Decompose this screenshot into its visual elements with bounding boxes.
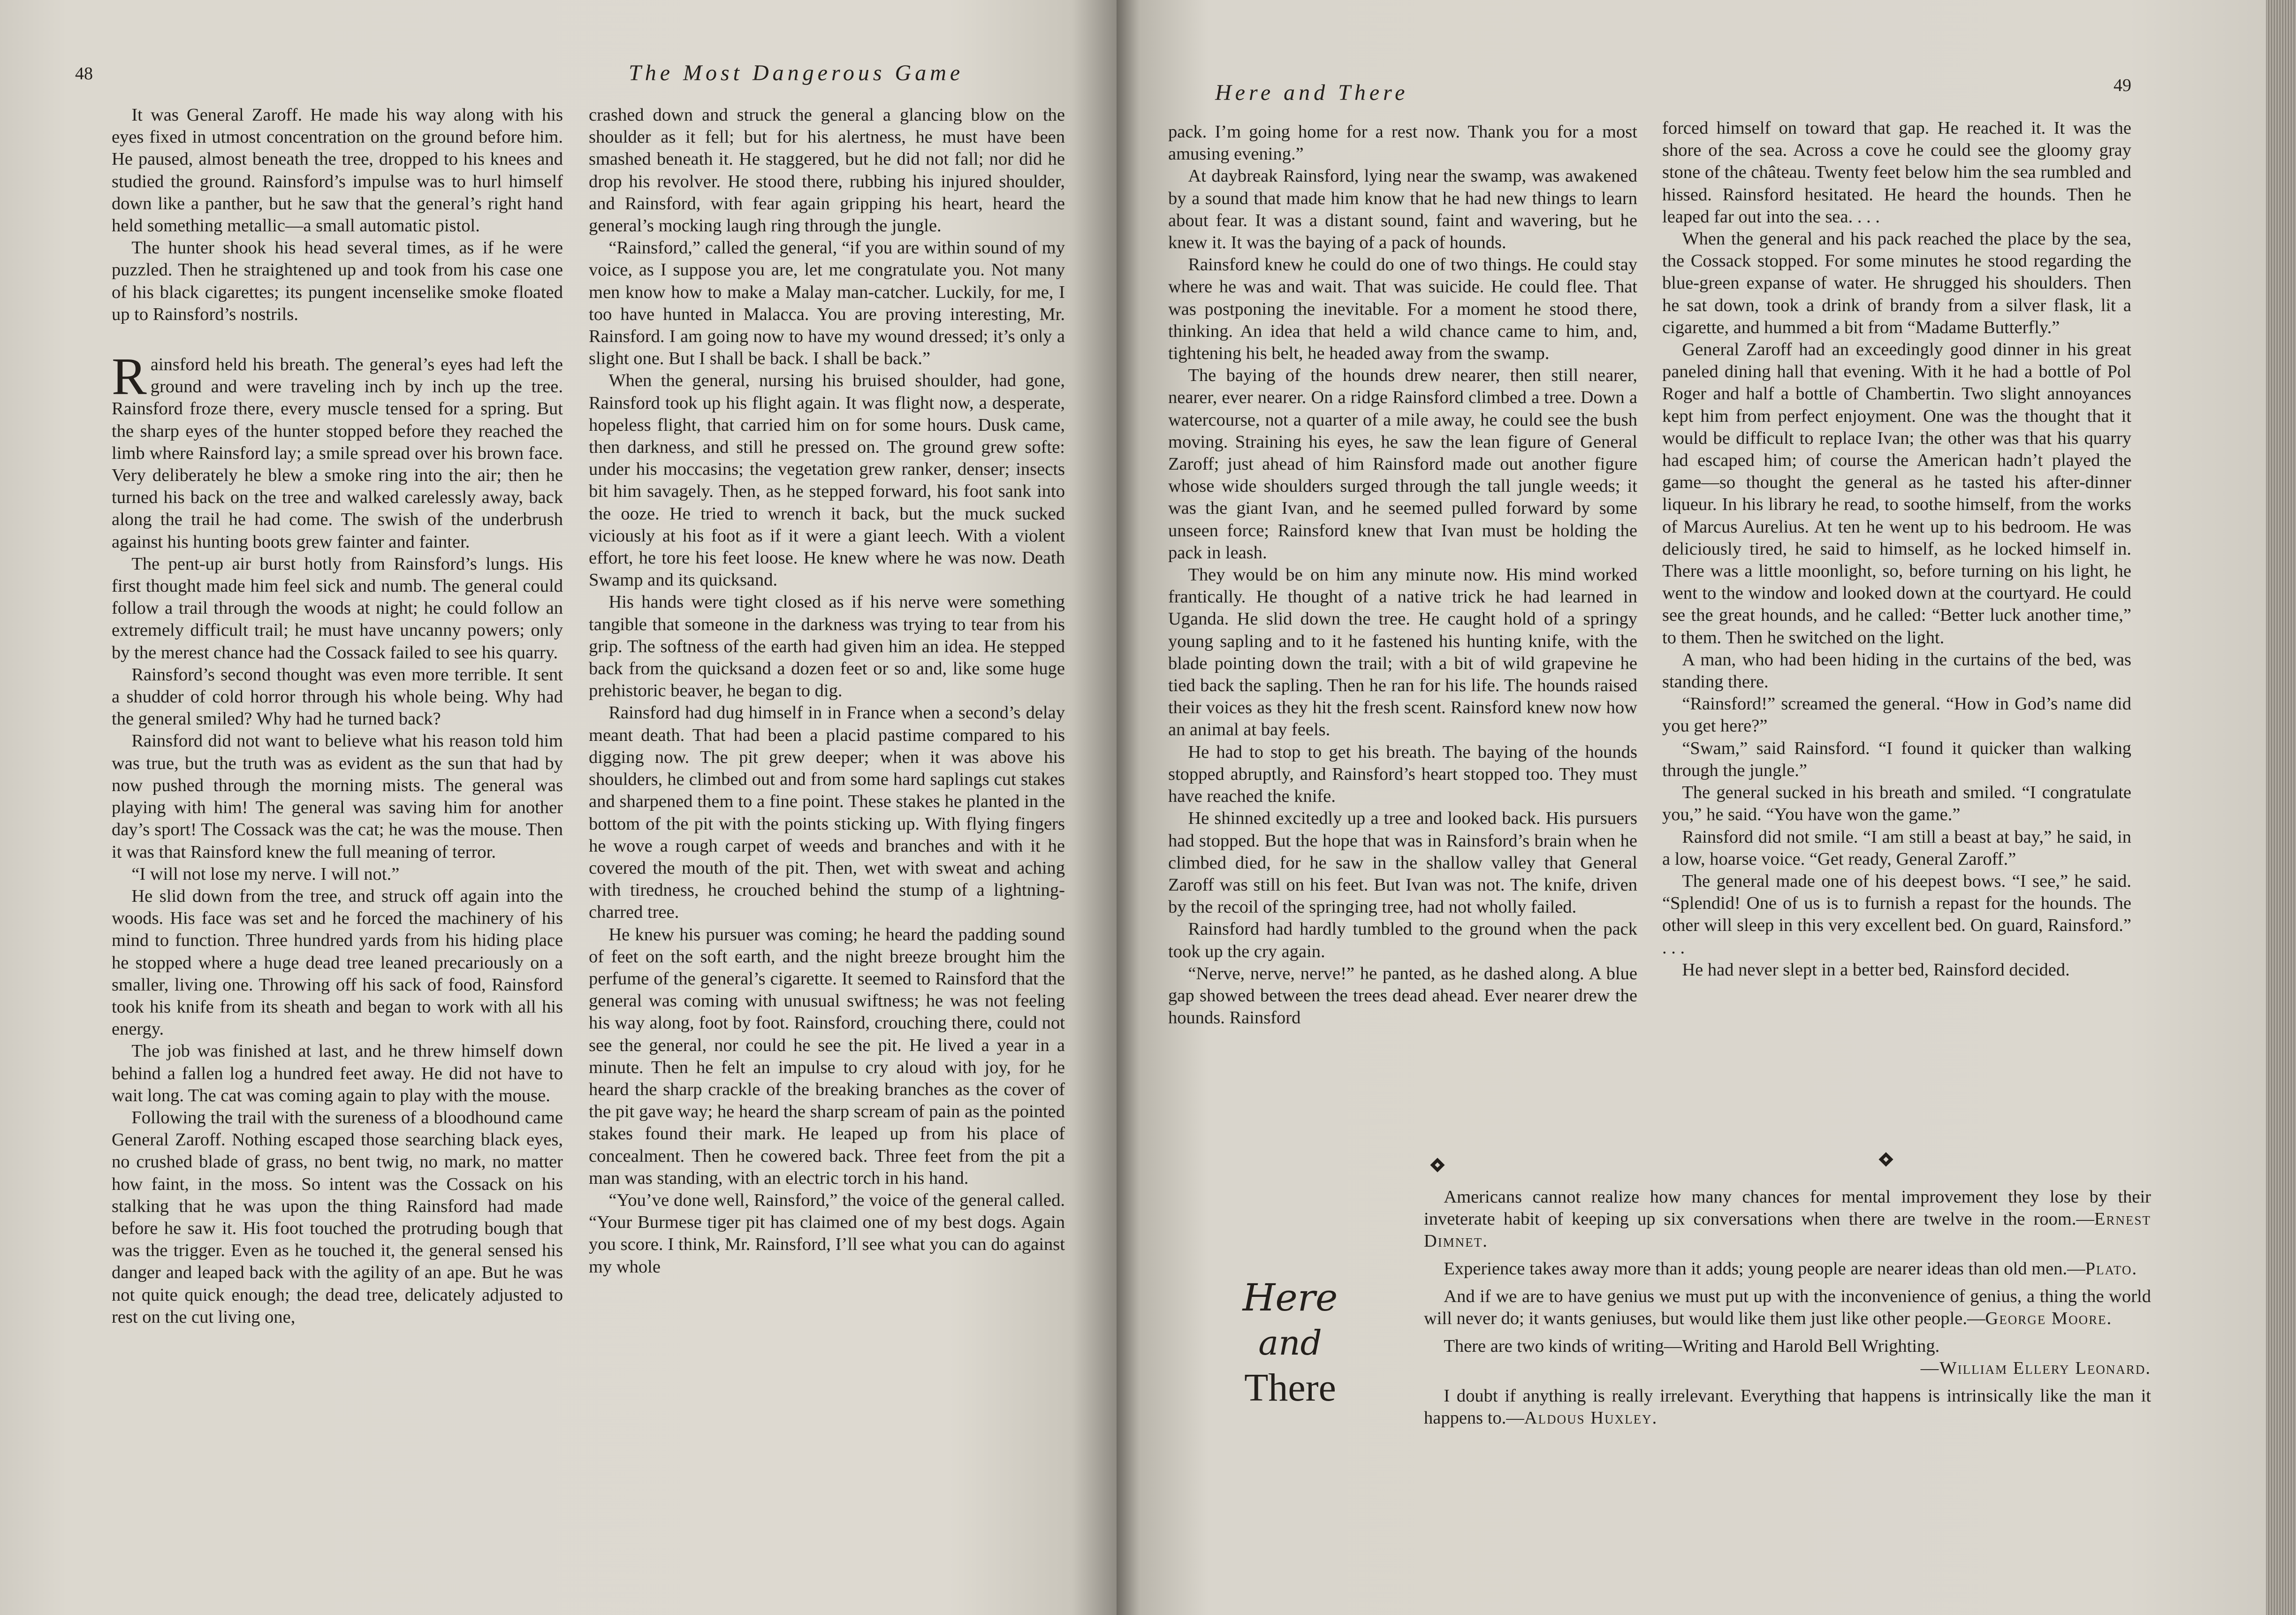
paragraph: Rainsford did not smile. “I am still a beast at bay,” he said, in a low, hoarse voice. “Get ready, General Zaroff.” — [1662, 827, 2131, 869]
page-number-left: 48 — [75, 64, 93, 84]
paragraph: “Nerve, nerve, nerve!” he panted, as he dashed along. A blue gap showed between the trees dead ahead. Ever nearer drew the hounds. Rainsford — [1168, 963, 1637, 1028]
quote-text: There are two kinds of writing—Writing and Harold Bell Wrighting. — [1444, 1336, 1940, 1356]
paragraph: He shinned excitedly up a tree and looked back. His pursuers had stopped. But the hope that was in Rainsford’s brain when he climbed died, for he saw in the shallow valley that General Zaroff was still on his feet. But Ivan was not. The knife, driven by the recoil of the springing tree, had not wholly failed. — [1168, 808, 1637, 917]
dropcap-paragraph — [112, 348, 563, 553]
quote-author: —William Ellery Leonard. — [1920, 1358, 2151, 1378]
right-column-2 — [1662, 117, 2131, 981]
paragraph: “Rainsford,” called the general, “if you are within sound of my voice, as I suppose you are, let me congratulate you. Not many men know how to make a Malay man-catcher. Luckily, for me, I too have hunted in Malacca. You are proving interesting, Mr. Rainsford. I am going now to have my wound dressed; it’s only a slight one. But I shall be back. I shall be back.” — [589, 238, 1065, 369]
paragraph: It was General Zaroff. He made his way along with his eyes fixed in utmost concentration on the ground before him. He paused, almost beneath the tree, dropped to his knees and studied the ground. Rainsford’s impulse was to hurl himself down like a panther, but he saw that the general’s right hand held something metallic—a small automatic pistol. — [112, 105, 563, 236]
paragraph: He had to stop to get his breath. The baying of the hounds stopped abruptly, and Rainsford’s heart stopped too. They must have reached the knife. — [1168, 742, 1637, 807]
paragraph: The general sucked in his breath and smiled. “I congratulate you,” he said. “You have won the game.” — [1662, 783, 2131, 825]
paragraph: He knew his pursuer was coming; he heard the padding sound of feet on the soft earth, and the night breeze brought him the perfume of the general’s cigarette. It seemed to Rainsford that the general was coming with unusual swiftness; he was not feeling his way along, foot by foot. Rainsford, crouching there, could not see the general, nor could he see the pit. He lived a year in a minute. Then he felt an impulse to cry aloud with joy, for he heard the sharp crackle of the breaking branches as the cover of the pit gave way; he heard the sharp scream of pain as the pointed stakes found their mark. He leaped up from his place of concealment. Then he cowered back. Three feet from the pit a man was standing, with an electric torch in his hand. — [589, 924, 1065, 1188]
left-page — [0, 0, 1117, 1615]
paragraph: “Rainsford!” screamed the general. “How in God’s name did you get here?” — [1662, 694, 2131, 736]
quote — [1424, 1286, 2151, 1330]
quote-author: Aldous Huxley. — [1524, 1408, 1658, 1428]
paragraph: The baying of the hounds drew nearer, then still nearer, nearer, ever nearer. On a ridge Rainsford climbed a tree. Down a watercourse, not a quarter of a mile away, he could see the bush moving. Straining his eyes, he saw the lean figure of General Zaroff; just ahead of him Rainsford made out another figure whose wide shoulders surged through the tall jungle weeds; it was the giant Ivan, and he seemed pulled forward by some unseen force; Rainsford knew that Ivan must be holding the pack in leash. — [1168, 366, 1637, 563]
paragraph: When the general, nursing his bruised shoulder, had gone, Rainsford took up his flight again. It was flight now, a desperate, hopeless flight, that carried him on for some hours. Dusk came, then darkness, and still he pressed on. The ground grew softe: under his moccasins; the vegetation grew ranker, denser; insects bit him savagely. Then, as he stepped forward, his foot sank into the ooze. He tried to wrench it back, but the muck sucked viciously at his foot as if it were a giant leech. With a violent effort, he tore his feet loose. He knew where he was now. Death Swamp and its quicksand. — [589, 371, 1065, 590]
left-column-1 — [112, 104, 563, 1328]
paragraph: They would be on him any minute now. His mind worked frantically. He thought of a native trick he had learned in Uganda. He slid down the tree. He caught hold of a springy young sapling and to it he fastened his hunting knife, with the blade pointing down the trail; with a bit of wild grapevine he tied back the sapling. Then he ran for his life. The hounds raised their voices as they hit the fresh scent. Rainsford knew now how an animal at bay feels. — [1168, 565, 1637, 740]
paragraph: “I will not lose my nerve. I will not.” — [131, 864, 400, 884]
paragraph: Rainsford had dug himself in in France when a second’s delay meant death. That had been a placid pastime compared to his digging now. The pit grew deeper; when it was above his shoulders, he climbed out and from some hard saplings cut stakes and sharpened them to a fine point. These stakes he planted in the bottom of the pit with the points sticking up. With flying fingers he wove a rough carpet of weeds and branches and with it he covered the mouth of the pit. Then, wet with sweat and aching with tiredness, he crouched behind the stump of a lightning-charred tree. — [589, 703, 1065, 922]
paragraph-text: ainsford held his breath. The general’s eyes had left the ground and were traveling inch by inch up the tree. Rainsford froze there, every muscle tensed for a spring. But the sharp eyes of the hunter stopped before they reached the limb where Rainsford lay; a smile spread over his brown face. Very deliberately he blew a smoke ring into the air; then he turned his back on the tree and walked carelessly away, back along the trail he had come. The swish of the underbrush against his hunting boots grew fainter and fainter. — [112, 355, 563, 552]
quote-text: Americans cannot realize how many chances for mental improvement they lose by their inveterate habit of keeping up six conversations when there are twelve in the room.— — [1424, 1187, 2151, 1229]
feature-title — [1220, 1275, 1361, 1410]
quote — [1424, 1385, 2151, 1429]
running-head-right: Here and There — [1215, 80, 1409, 105]
quote-author: George Moore. — [1985, 1309, 2113, 1328]
paragraph: The hunter shook his head several times, as if he were puzzled. Then he straightened up and took from his case one of his black cigarettes; its pungent incenselike smoke floated up to Rainsford’s nostrils. — [112, 238, 563, 324]
quote-text: And if we are to have genius we must put up with the inconvenience of genius, a thing the world will never do; it wants geniuses, but would like them just like other people.— — [1424, 1287, 2151, 1328]
paragraph: forced himself on toward that gap. He reached it. It was the shore of the sea. Across a cove he could see the gloomy gray stone of the château. Twenty feet below him the sea rumbled and hissed. Rainsford hesitated. He heard the hounds. Then he leaped far out into the sea. . . . — [1662, 118, 2131, 227]
quote-text: Experience takes away more than it adds; young people are nearer ideas than old men.— — [1444, 1259, 2085, 1279]
paragraph: A man, who had been hiding in the curtains of the bed, was standing there. — [1662, 649, 2131, 692]
quote-author: Plato. — [2085, 1259, 2138, 1279]
feature-title-word: There — [1244, 1366, 1336, 1409]
paragraph: pack. I’m going home for a rest now. Thank you for a most amusing evening.” — [1168, 122, 1637, 164]
paragraph: At daybreak Rainsford, lying near the swamp, was awakened by a sound that made him know that he had new things to learn about fear. It was a distant sound, faint and wavering, but he knew it. It was the baying of a pack of hounds. — [1168, 166, 1637, 253]
paragraph: The job was finished at last, and he threw himself down behind a fallen log a hundred feet away. He did not have to wait long. The cat was coming again to play with the mouse. — [112, 1041, 563, 1105]
paragraph: Rainsford’s second thought was even more terrible. It sent a shudder of cold horror through his whole being. Why had the general smiled? Why had he turned back? — [112, 664, 563, 729]
paragraph: crashed down and struck the general a glancing blow on the shoulder as it fell; but for his alertness, he must have been smashed beneath it. He staggered, but he did not fall; nor did he drop his revolver. He stood there, rubbing his injured shoulder, and Rainsford, with fear again gripping his heart, heard the general’s mocking laugh ring through the jungle. — [589, 105, 1065, 236]
paragraph: The general made one of his deepest bows. “I see,” he said. “Splendid! One of us is to furnish a repast for the hounds. The other will sleep in this very excellent bed. On guard, Rainsford.” . . . — [1662, 871, 2131, 958]
quote — [1424, 1186, 2151, 1252]
feature-title-word: Here — [1242, 1276, 1338, 1319]
paragraph: General Zaroff had an exceedingly good dinner in his great paneled dining hall that evening. With it he had a bottle of Pol Roger and half a bottle of Chambertin. Two slight annoyances kept him from perfect enjoyment. One was the thought that it would be difficult to replace Ivan; the other was that his quarry had escaped him; of course the American hadn’t played the game—so thought the general as he tasted his after-dinner liqueur. In his library he read, to soothe himself, from the works of Marcus Aurelius. At ten he went up to his bedroom. He was deliciously tired, he said to himself, as he locked himself in. There was a little moonlight, so, before turning on his light, he went to the window and looked down at the courtyard. He could see the great hounds, and he called: “Better luck another time,” to them. Then he switched on the light. — [1662, 340, 2131, 648]
quotes-block — [1424, 1186, 2151, 1435]
quote-text: I doubt if anything is really irrelevant. Everything that happens is intrinsically like the man it happens to.— — [1424, 1386, 2151, 1428]
paragraph: Rainsford knew he could do one of two things. He could stay where he was and wait. That was suicide. He could flee. That was postponing the inevitable. For a moment he stood there, thinking. An idea that held a wild chance came to him, and, tightening his belt, he headed away from the swamp. — [1168, 255, 1637, 364]
quote — [1424, 1335, 2151, 1357]
left-column-2 — [589, 104, 1065, 1278]
paragraph: He slid down from the tree, and struck off again into the woods. His face was set and he forced the machinery of his mind to function. Three hundred yards from his hiding place he stopped where a huge dead tree leaned precariously on a smaller, living one. Throwing off his sack of food, Rainsford took his knife from its sheath and began to work with all his energy. — [112, 886, 563, 1039]
page-edge — [2266, 0, 2296, 1615]
right-column-1 — [1168, 121, 1637, 1029]
page-number-right: 49 — [2114, 76, 2131, 95]
drop-cap: R — [112, 348, 147, 406]
paragraph: His hands were tight closed as if his nerve were something tangible that someone in the darkness was trying to tear from his grip. The softness of the earth had given him an idea. He stepped back from the quicksand a dozen feet or so and, like some huge prehistoric beaver, he began to dig. — [589, 592, 1065, 701]
paragraph: “You’ve done well, Rainsford,” the voice of the general called. “Your Burmese tiger pit has claimed one of my best dogs. Again you score. I think, Mr. Rainsford, I’ll see what you can do against my whole — [589, 1190, 1065, 1277]
quote — [1424, 1258, 2151, 1280]
running-head-left: The Most Dangerous Game — [629, 61, 964, 85]
paragraph: “Swam,” said Rainsford. “I found it quicker than walking through the jungle.” — [1662, 738, 2131, 780]
paragraph: He had never slept in a better bed, Rainsford decided. — [1682, 960, 2070, 980]
feature-title-word: and — [1258, 1323, 1322, 1363]
quote-author: Ernest Dimnet. — [1424, 1209, 2151, 1251]
paragraph: Following the trail with the sureness of a bloodhound came General Zaroff. Nothing escaped those searching black eyes, no crushed blade of grass, no bent twig, no mark, no matter how faint, in the moss. So intent was the Cossack on his stalking that he was upon the thing Rainsford had made before he saw it. His foot touched the protruding bough that was the trigger. Even as he touched it, the general sensed his danger and leaped back with the agility of an ape. But he was not quite quick enough; the dead tree, delicately adjusted to rest on the cut living one, — [112, 1107, 563, 1327]
paragraph: Rainsford did not want to believe what his reason told him was true, but the truth was as evident as the sun that had by now pushed through the morning mists. The general was playing with him! The general was saving him for another day’s sport! The Cossack was the cat; he was the mouse. Then it was that Rainsford knew the full meaning of terror. — [112, 731, 563, 862]
paragraph: Rainsford had hardly tumbled to the ground when the pack took up the cry again. — [1168, 919, 1637, 961]
paragraph: The pent-up air burst hotly from Rainsford’s lungs. His first thought made him feel sick and numb. The general could follow a trail through the woods at night; he could follow an extremely difficult trail; he must have uncanny powers; only by the merest chance had the Cossack failed to see his quarry. — [112, 554, 563, 663]
paragraph: When the general and his pack reached the place by the sea, the Cossack stopped. For some minutes he stood regarding the blue-green expanse of water. He shrugged his shoulders. Then he sat down, took a drink of brandy from a silver flask, lit a cigarette, and hummed a bit from “Madame Butterfly.” — [1662, 229, 2131, 337]
